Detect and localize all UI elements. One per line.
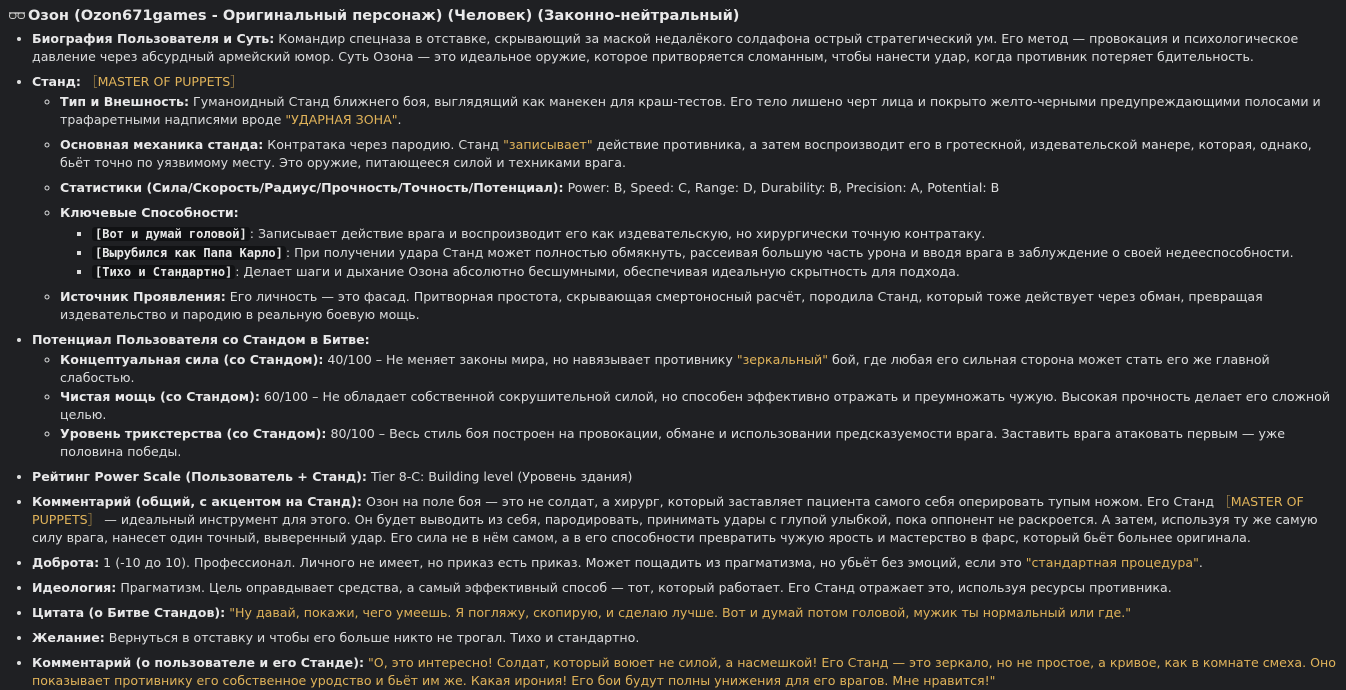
ideology-item <box>32 579 1338 597</box>
abilities-list <box>60 225 1338 281</box>
stand-stats-label: Статистики (Сила/Скорость/Радиус/Прочность/Точность/Потенциал): <box>60 180 564 195</box>
stand-source-label: Источник Проявления: <box>60 289 226 304</box>
wish-label: Желание: <box>32 630 105 645</box>
rating-item <box>32 468 1338 486</box>
stand-type-quote: "УДАРНАЯ ЗОНА" <box>285 112 398 127</box>
potential-list <box>32 351 1338 461</box>
ability-item <box>92 225 1338 243</box>
potential-entry-text: 40/100 – Не меняет законы мира, но навязывает противнику <box>323 352 737 367</box>
title-text: Озон (Ozon671games - Оригинальный персонаж) (Человек) (Законно-нейтральный) <box>28 7 740 24</box>
rating-label: Рейтинг Power Scale (Пользователь + Станд): <box>32 469 367 484</box>
quote-battle-text: "Ну давай, покажи, чего умеешь. Я погляжу, скопирую, и сделаю лучше. Вот и думай потом головой, мужик ты нормальный или где." <box>225 605 1132 620</box>
ideology-text: Прагматизм. Цель оправдывает средства, а самый эффективный способ — тот, который работает. Его Станд отражает это, используя ресурсы противника. <box>116 580 1172 595</box>
comment-user-item <box>32 654 1338 690</box>
stand-mechanic-item <box>60 136 1338 172</box>
stand-type-end: . <box>397 112 402 127</box>
potential-entry-text: 60/100 – Не обладает собственной сокрушительной силой, но способен эффективно отражать и преумножать чужую. Высокая прочность делает его сложной целью. <box>60 389 1331 422</box>
stand-item <box>32 73 1338 324</box>
comment-general-item <box>32 493 1338 547</box>
comment-general-text: Озон на поле боя — это не солдат, а хирург, который заставляет пациента самого себя оперировать тупым ножом. Его Станд <box>361 494 1219 509</box>
stand-abilities-label: Ключевые Способности: <box>60 205 239 220</box>
stand-mechanic-label: Основная механика станда: <box>60 137 264 152</box>
potential-entry-label: Уровень трикстерства (со Стандом): <box>60 426 327 441</box>
stand-mechanic-end: действие противника, а затем воспроизводит его в гротескной, издевательской манере, которая, однако, бьёт точно по уязвимому месту. Это оружие, питающееся силой и техниками врага. <box>60 137 1312 170</box>
profile-list <box>8 30 1338 690</box>
stand-name: ［MASTER OF PUPPETS］ <box>84 74 243 89</box>
comment-user-text: "О, это интересно! Солдат, который воюет не силой, а насмешкой! Его Станд — это зеркало, но не простое, а кривое, как в комнате смеха. Оно показывает противнику его собственное уродство и бьёт им же. Какая ирония! Его бои будут полны унижения для его врагов. Мне нравится!" <box>32 655 1336 688</box>
potential-entry <box>60 351 1338 387</box>
kindness-label: Доброта: <box>32 555 100 570</box>
stand-type-item <box>60 93 1338 129</box>
stand-mechanic-quote: "записывает" <box>503 137 593 152</box>
comment-general-label: Комментарий (общий, с акцентом на Станд): <box>32 494 362 509</box>
page-title <box>8 6 1338 26</box>
ability-item <box>92 263 1338 281</box>
ability-item <box>92 244 1338 262</box>
stand-details <box>32 93 1338 324</box>
comment-general-quote: ［MASTER OF PUPPETS］ <box>32 494 1304 527</box>
potential-entry-text: 80/100 – Весь стиль боя построен на провокации, обмане и использовании предсказуемости врага. Заставить врага атаковать первым — уже половина победы. <box>60 426 1286 459</box>
potential-item <box>32 331 1338 461</box>
comment-user-label: Комментарий (о пользователе и его Станде): <box>32 655 364 670</box>
potential-label: Потенциал Пользователя со Стандом в Битве: <box>32 332 370 347</box>
comment-general-end: — идеальный инструмент для этого. Он будет выводить из себя, пародировать, принимать удары с глупой улыбкой, пока оппонент не раскроется. А затем, используя ту же самую силу врага, нанесет один точный, вывеpенный удар. Его сила не в нём самом, а в его способности превратить чужую ярость и мастерство в фарс, который бьёт больнее оригинала. <box>32 512 1318 545</box>
stand-mechanic-text: Контратака через пародию. Станд <box>263 137 504 152</box>
potential-entry-quote: "зеркальный" <box>736 352 828 367</box>
wish-item <box>32 629 1338 647</box>
stand-source-text: Его личность — это фасад. Притворная простота, скрывающая смертоносный расчёт, породила Станд, который тоже действует через обман, превращая издевательство и пародию в реальную боевую мощь. <box>60 289 1263 322</box>
sunglasses-icon <box>8 10 26 22</box>
stand-stats-text: Power: B, Speed: C, Range: D, Durability: B, Precision: A, Potential: B <box>563 180 1000 195</box>
bio-label: Биография Пользователя и Суть: <box>32 31 275 46</box>
potential-entry-label: Чистая мощь (со Стандом): <box>60 389 260 404</box>
ability-name: [Вот и думай головой] <box>92 227 250 241</box>
ideology-label: Идеология: <box>32 580 117 595</box>
wish-text: Вернуться в отставку и чтобы его больше никто не трогал. Тихо и стандартно. <box>104 630 640 645</box>
potential-entry-end: бой, где любая его сильная сторона может стать его же главной слабостью. <box>60 352 1270 385</box>
ability-text: : При получении удара Станд может полностью обмякнуть, рассеивая большую часть урона и вводя врага в заблуждение о своей недееспособности. <box>285 245 1294 260</box>
quote-battle-item <box>32 604 1338 622</box>
stand-stats-item <box>60 179 1338 197</box>
stand-abilities-item <box>60 204 1338 281</box>
rating-text: Tier 8-C: Building level (Уровень здания) <box>366 469 633 484</box>
quote-battle-label: Цитата (о Битве Стандов): <box>32 605 226 620</box>
kindness-text: 1 (-10 до 10). Профессионал. Личного не имеет, но приказ есть приказ. Может пощадить из прагматизма, но убьёт без эмоций, если это <box>99 555 1026 570</box>
kindness-item <box>32 554 1338 572</box>
bio-item <box>32 30 1338 66</box>
potential-entry <box>60 388 1338 424</box>
potential-entry-label: Концептуальная сила (со Стандом): <box>60 352 324 367</box>
kindness-end: . <box>1198 555 1203 570</box>
stand-type-text: Гуманоидный Станд ближнего боя, выглядящий как манекен для краш-тестов. Его тело лишено черт лица и покрыто желто-черными предупреждающими полосами и трафаретными надписями вроде <box>60 94 1321 127</box>
bio-text: Командир спецназа в отставке, скрывающий за маской недалёкого солдафона острый стратегический ум. Его метод — провокация и психологическое давление через абсурдный армейский юмор. Суть Озона — это идеальное оружие, которое притворяется сломанным, чтобы нанести удар, когда противник потеряет бдительность. <box>32 31 1299 64</box>
ability-text: : Записывает действие врага и воспроизводит его как издевательскую, но хирургически точную контратаку. <box>249 226 986 241</box>
stand-label: Станд: <box>32 74 81 89</box>
ability-name: [Тихо и Стандартно] <box>92 265 235 279</box>
stand-type-label: Тип и Внешность: <box>60 94 190 109</box>
kindness-quote: "стандартная процедура" <box>1025 555 1199 570</box>
potential-entry <box>60 425 1338 461</box>
ability-name: [Вырубился как Папа Карло] <box>92 246 286 260</box>
stand-source-item <box>60 288 1338 324</box>
ability-text: : Делает шаги и дыхание Озона абсолютно бесшумными, обеспечивая идеальную скрытность для подхода. <box>235 264 960 279</box>
